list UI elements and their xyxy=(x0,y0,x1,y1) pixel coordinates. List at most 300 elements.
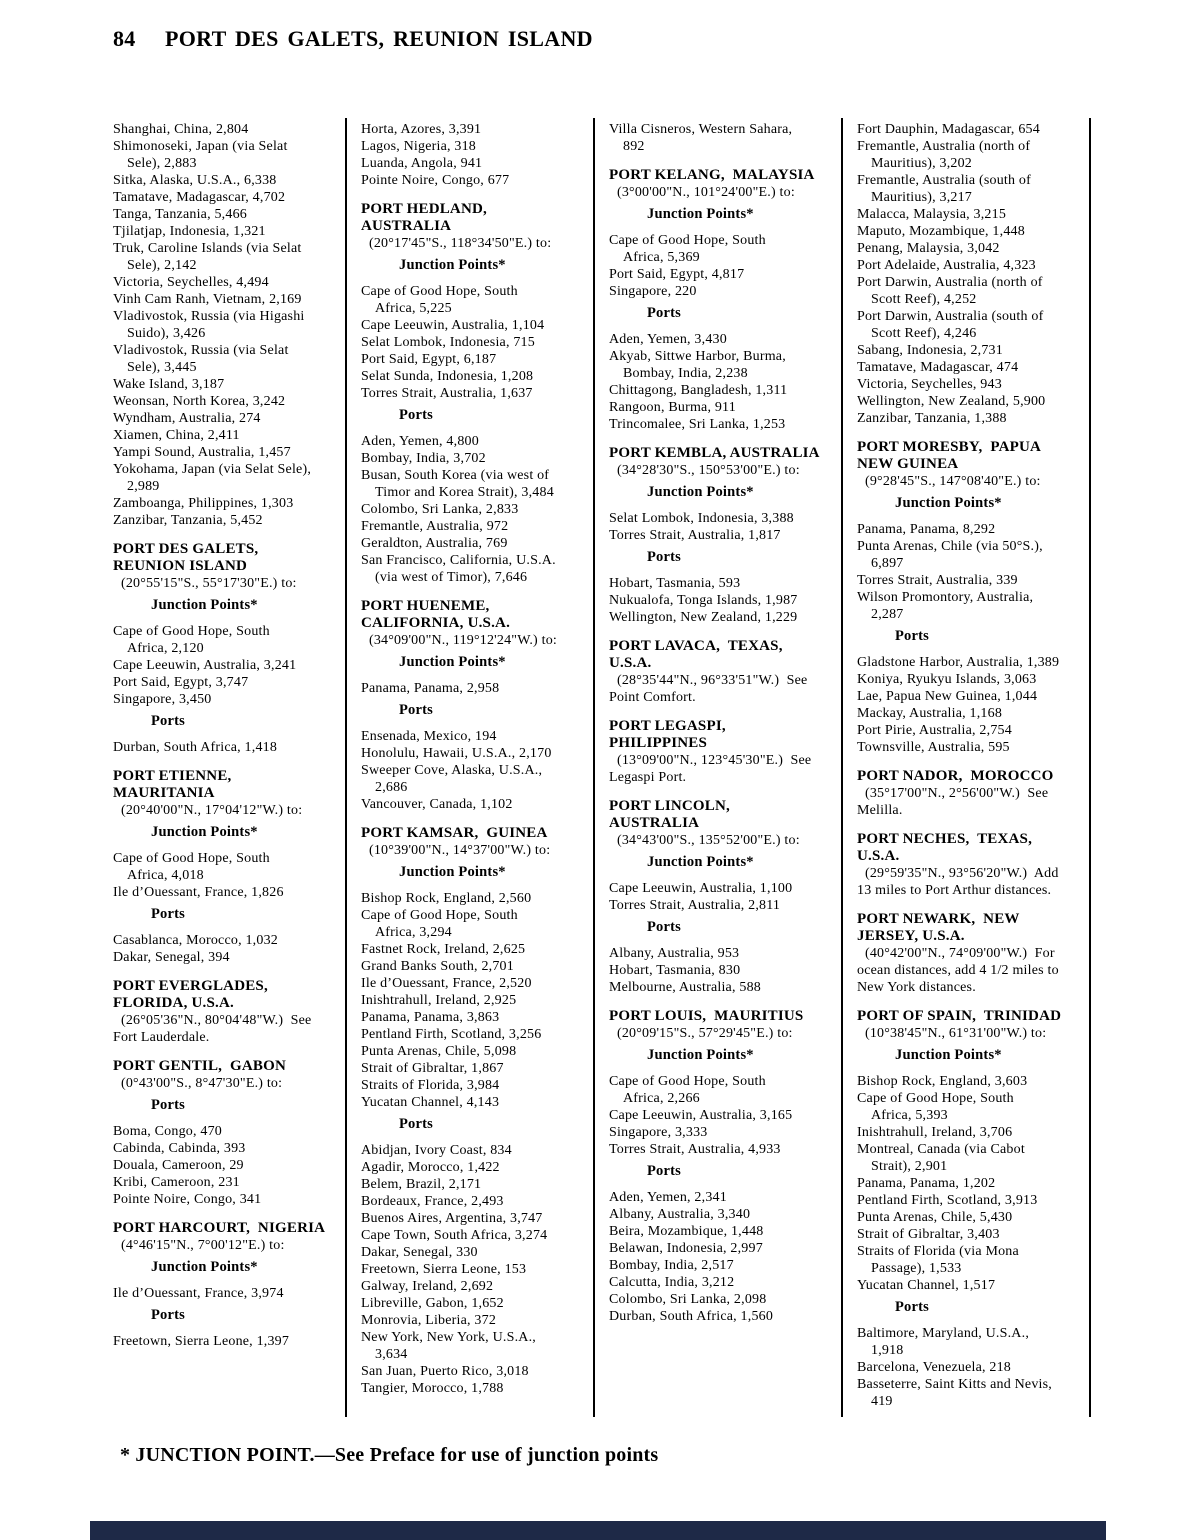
distance-entry-line: Cape Town, South Africa, 3,274 xyxy=(361,1228,548,1243)
distance-entry-line: Geraldton, Australia, 769 xyxy=(361,536,508,551)
distance-entry xyxy=(361,1363,594,1380)
coordinates-line: (34°09'00"N., 119°12'24"W.) to: xyxy=(369,633,557,648)
distance-entry-line: San Francisco, California, U.S.A. xyxy=(361,553,556,568)
distance-entry-line: Maputo, Mozambique, 1,448 xyxy=(857,224,1025,239)
distance-entry-line: Strait), 2,901 xyxy=(871,1159,948,1174)
distance-entry xyxy=(857,1325,1090,1359)
distance-entry-line: Tangier, Morocco, 1,788 xyxy=(361,1381,504,1396)
section-subheading: Junction Points* xyxy=(151,597,258,613)
section-subheading: Junction Points* xyxy=(399,864,506,880)
distance-entry-line: Africa, 2,120 xyxy=(127,641,204,656)
column-separator xyxy=(1089,118,1091,1417)
distance-entry xyxy=(361,518,594,535)
distance-entry-line: Lagos, Nigeria, 318 xyxy=(361,139,476,154)
distance-entry xyxy=(857,1277,1090,1294)
distance-entry xyxy=(609,266,842,283)
distance-entry xyxy=(113,1333,346,1350)
distance-entry-line: Fort Dauphin, Madagascar, 654 xyxy=(857,122,1040,137)
distance-entry-line: 2,686 xyxy=(375,780,408,795)
distance-entry-line: Port Said, Egypt, 4,817 xyxy=(609,267,745,282)
distance-entry xyxy=(361,941,594,958)
distance-entry xyxy=(113,1285,346,1302)
distance-entry xyxy=(857,359,1090,376)
distance-entry-line: Malacca, Malaysia, 3,215 xyxy=(857,207,1007,222)
distance-entry-line: Torres Strait, Australia, 1,817 xyxy=(609,528,781,543)
port-entry-heading xyxy=(609,1008,842,1025)
distance-entry-line: Selat Lombok, Indonesia, 3,388 xyxy=(609,511,794,526)
port-heading-line: PORT LEGASPI, xyxy=(609,718,726,734)
distance-entry xyxy=(113,308,346,342)
distance-entry xyxy=(361,1009,594,1026)
distance-list xyxy=(113,932,346,966)
port-entry-heading xyxy=(361,201,594,235)
distance-entry xyxy=(113,393,346,410)
section-subheading: Ports xyxy=(151,713,186,729)
port-entry-heading xyxy=(857,768,1090,785)
distance-entry-line: Inishtrahull, Ireland, 2,925 xyxy=(361,993,517,1008)
distance-entry-line: 892 xyxy=(623,139,645,154)
distance-entry xyxy=(857,1209,1090,1226)
port-entry-heading xyxy=(857,439,1090,473)
distance-entry-line: Inishtrahull, Ireland, 3,706 xyxy=(857,1125,1013,1140)
note-line: (35°17'00"N., 2°56'00"W.) See xyxy=(865,786,1049,801)
distance-entry xyxy=(361,745,594,762)
distance-entry-line: Panama, Panama, 8,292 xyxy=(857,522,996,537)
cross-reference-note xyxy=(609,672,842,706)
note-line: (29°59'35"N., 93°56'20"W.) Add xyxy=(865,866,1059,881)
distance-entry xyxy=(113,495,346,512)
distance-entry-line: Suido), 3,426 xyxy=(127,326,206,341)
distance-entry-line: 1,918 xyxy=(871,1343,904,1358)
distance-entry xyxy=(857,223,1090,240)
distance-entry-line: Kribi, Cameroon, 231 xyxy=(113,1175,240,1190)
port-heading-line: PHILIPPINES xyxy=(609,735,708,751)
distance-entry-line: Libreville, Gabon, 1,652 xyxy=(361,1296,504,1311)
coordinates-line: (3°00'00"N., 101°24'00"E.) to: xyxy=(617,185,795,200)
coordinates-line: (0°43'00"S., 8°47'30"E.) to: xyxy=(121,1076,283,1091)
section-subheading: Ports xyxy=(151,1097,186,1113)
distance-entry-line: Cape of Good Hope, South xyxy=(609,1074,766,1089)
page-number: 84 xyxy=(113,26,136,51)
section-subheading: Junction Points* xyxy=(151,824,258,840)
note-line: (13°09'00"N., 123°45'30"E.) See xyxy=(617,753,812,768)
port-entry-heading xyxy=(113,978,346,1012)
port-entry-heading xyxy=(361,598,594,632)
distance-entry-line: Victoria, Seychelles, 943 xyxy=(857,377,1002,392)
port-heading-line: PORT LINCOLN, xyxy=(609,798,730,814)
distance-entry-line: Port Adelaide, Australia, 4,323 xyxy=(857,258,1036,273)
distance-entry xyxy=(361,1380,594,1397)
distance-entry xyxy=(857,1226,1090,1243)
distance-entry xyxy=(113,444,346,461)
distance-entry xyxy=(113,189,346,206)
distance-entry-line: Bishop Rock, England, 2,560 xyxy=(361,891,532,906)
distance-entry-line: Koniya, Ryukyu Islands, 3,063 xyxy=(857,672,1037,687)
distance-entry-line: Akyab, Sittwe Harbor, Burma, xyxy=(609,349,786,364)
distance-entry xyxy=(113,657,346,674)
distance-entry-line: Agadir, Morocco, 1,422 xyxy=(361,1160,500,1175)
distance-entry-line: Yokohama, Japan (via Selat Sele), xyxy=(113,462,312,477)
distance-entry-line: Busan, South Korea (via west of xyxy=(361,468,550,483)
page-header xyxy=(113,26,593,52)
distance-entry-line: Passage), 1,533 xyxy=(871,1261,962,1276)
distance-entry-line: Basseterre, Saint Kitts and Nevis, xyxy=(857,1377,1052,1392)
distance-entry-line: Timor and Korea Strait), 3,484 xyxy=(375,485,554,500)
distance-entry xyxy=(361,1261,594,1278)
section-subheading: Junction Points* xyxy=(895,495,1002,511)
distance-list xyxy=(361,1142,594,1397)
cross-reference-note xyxy=(857,865,1090,899)
port-heading-line: U.S.A. xyxy=(609,655,652,671)
distance-list xyxy=(361,728,594,813)
distance-list xyxy=(609,232,842,300)
section-subheading: Ports xyxy=(399,1116,434,1132)
port-entry-heading xyxy=(609,798,842,832)
distance-entry-line: Calcutta, India, 3,212 xyxy=(609,1275,735,1290)
port-heading-line: PORT KAMSAR, GUINEA xyxy=(361,825,548,841)
distance-entry-line: Cape Leeuwin, Australia, 3,165 xyxy=(609,1108,793,1123)
distance-entry xyxy=(113,172,346,189)
coordinates-line: (20°09'15"S., 57°29'45"E.) to: xyxy=(617,1026,793,1041)
distance-entry-line: Africa, 5,225 xyxy=(375,301,452,316)
distance-entry-line: Africa, 5,393 xyxy=(871,1108,948,1123)
distance-entry xyxy=(113,850,346,884)
distance-entry xyxy=(609,331,842,348)
distance-entry-line: Port Said, Egypt, 6,187 xyxy=(361,352,497,367)
distance-entry xyxy=(361,890,594,907)
distance-entry xyxy=(361,317,594,334)
port-heading-line: U.S.A. xyxy=(857,848,900,864)
distance-entry xyxy=(113,342,346,376)
cross-reference-note xyxy=(857,945,1090,996)
distance-entry-line: Cape of Good Hope, South xyxy=(113,851,270,866)
distance-entry xyxy=(361,992,594,1009)
port-heading-line: NEW GUINEA xyxy=(857,456,959,472)
distance-entry-line: Pentland Firth, Scotland, 3,256 xyxy=(361,1027,542,1042)
distance-list xyxy=(857,521,1090,623)
distance-entry xyxy=(857,308,1090,342)
distance-entry-line: Sele), 2,142 xyxy=(127,258,197,273)
text-column xyxy=(113,121,346,1410)
distance-entry xyxy=(609,1124,842,1141)
section-subheading: Ports xyxy=(151,906,186,922)
distance-list xyxy=(609,510,842,544)
distance-entry xyxy=(857,1243,1090,1277)
distance-entry xyxy=(113,932,346,949)
port-entry-heading xyxy=(609,638,842,672)
distance-entry-line: (via west of Timor), 7,646 xyxy=(375,570,528,585)
distance-entry xyxy=(361,1159,594,1176)
distance-entry xyxy=(113,274,346,291)
distance-entry-line: Truk, Caroline Islands (via Selat xyxy=(113,241,302,256)
note-line: Fort Lauderdale. xyxy=(113,1030,210,1045)
distance-entry xyxy=(361,1329,594,1363)
distance-entry-line: Panama, Panama, 2,958 xyxy=(361,681,500,696)
distance-entry-line: Sabang, Indonesia, 2,731 xyxy=(857,343,1003,358)
note-line: 13 miles to Port Arthur distances. xyxy=(857,883,1052,898)
distance-entry-line: Vinh Cam Ranh, Vietnam, 2,169 xyxy=(113,292,302,307)
distance-list xyxy=(113,1285,346,1302)
distance-entry-line: Bombay, India, 2,238 xyxy=(623,366,748,381)
distance-entry-line: Port Darwin, Australia (south of xyxy=(857,309,1044,324)
port-entry-heading xyxy=(361,825,594,842)
distance-entry-line: Gladstone Harbor, Australia, 1,389 xyxy=(857,655,1060,670)
distance-entry xyxy=(361,1312,594,1329)
distance-entry-line: Port Darwin, Australia (north of xyxy=(857,275,1043,290)
distance-entry xyxy=(113,291,346,308)
distance-entry-line: Vladivostok, Russia (via Higashi xyxy=(113,309,305,324)
distance-entry xyxy=(609,1308,842,1325)
distance-entry xyxy=(361,1295,594,1312)
port-entry-heading xyxy=(609,718,842,752)
distance-entry xyxy=(361,385,594,402)
distance-entry xyxy=(857,1359,1090,1376)
distance-entry xyxy=(857,1141,1090,1175)
distance-entry-line: Cape of Good Hope, South xyxy=(361,284,518,299)
distance-entry-line: Fastnet Rock, Ireland, 2,625 xyxy=(361,942,526,957)
distance-entry xyxy=(609,348,842,382)
distance-entry-line: Torres Strait, Australia, 2,811 xyxy=(609,898,781,913)
port-entry-heading xyxy=(857,1008,1090,1025)
port-heading-line: REUNION ISLAND xyxy=(113,558,248,574)
distance-entry-line: Cape of Good Hope, South xyxy=(857,1091,1014,1106)
distance-entry-line: Penang, Malaysia, 3,042 xyxy=(857,241,1000,256)
port-entry-heading xyxy=(609,167,842,184)
distance-entry xyxy=(609,609,842,626)
distance-entry-line: Colombo, Sri Lanka, 2,833 xyxy=(361,502,519,517)
distance-entry-line: 419 xyxy=(871,1394,893,1409)
distance-entry xyxy=(857,206,1090,223)
distance-entry-line: Durban, South Africa, 1,418 xyxy=(113,740,278,755)
distance-entry-line: Victoria, Seychelles, 4,494 xyxy=(113,275,269,290)
distance-entry xyxy=(857,393,1090,410)
distance-entry xyxy=(609,1073,842,1107)
distance-entry-line: Singapore, 3,450 xyxy=(113,692,212,707)
distance-list xyxy=(113,739,346,756)
distance-entry xyxy=(609,1291,842,1308)
port-heading-line: AUSTRALIA xyxy=(609,815,700,831)
port-heading-line: PORT GENTIL, GABON xyxy=(113,1058,287,1074)
distance-entry xyxy=(609,979,842,996)
coordinates-line: (9°28'45"S., 147°08'40"E.) to: xyxy=(865,474,1041,489)
distance-entry xyxy=(113,410,346,427)
port-heading-line: PORT HARCOURT, NIGERIA xyxy=(113,1220,326,1236)
port-heading-line: PORT HEDLAND, xyxy=(361,201,487,217)
note-line: (40°42'00"N., 74°09'00"W.) For xyxy=(865,946,1055,961)
distance-entry-line: Tjilatjap, Indonesia, 1,321 xyxy=(113,224,266,239)
distance-entry xyxy=(113,121,346,138)
distance-entry xyxy=(609,416,842,433)
section-subheading: Ports xyxy=(647,1163,682,1179)
distance-entry-line: Wilson Promontory, Australia, xyxy=(857,590,1034,605)
distance-list xyxy=(609,1073,842,1158)
distance-entry xyxy=(361,121,594,138)
distance-list xyxy=(857,654,1090,756)
column-separator xyxy=(593,118,595,1417)
distance-entry xyxy=(609,962,842,979)
distance-entry-line: 3,634 xyxy=(375,1347,408,1362)
distance-entry-line: Abidjan, Ivory Coast, 834 xyxy=(361,1143,512,1158)
distance-entry-line: Bombay, India, 3,702 xyxy=(361,451,486,466)
distance-entry xyxy=(857,1090,1090,1124)
distance-list xyxy=(609,121,842,155)
distance-entry-line: Wyndham, Australia, 274 xyxy=(113,411,261,426)
section-subheading: Junction Points* xyxy=(647,1047,754,1063)
distance-entry xyxy=(361,172,594,189)
distance-list xyxy=(609,945,842,996)
distance-entry-line: Hobart, Tasmania, 830 xyxy=(609,963,741,978)
distance-entry-line: Melbourne, Australia, 588 xyxy=(609,980,761,995)
distance-entry-line: Ile d’Ouessant, France, 3,974 xyxy=(113,1286,284,1301)
distance-entry xyxy=(857,1376,1090,1410)
note-line: Legaspi Port. xyxy=(609,770,687,785)
section-subheading: Junction Points* xyxy=(647,484,754,500)
distance-entry xyxy=(361,728,594,745)
distance-entry xyxy=(609,1223,842,1240)
distance-entry-line: Cape of Good Hope, South xyxy=(113,624,270,639)
port-entry-heading xyxy=(857,911,1090,945)
distance-entry-line: Bishop Rock, England, 3,603 xyxy=(857,1074,1028,1089)
section-subheading: Junction Points* xyxy=(399,257,506,273)
note-line: (26°05'36"N., 80°04'48"W.) See xyxy=(121,1013,312,1028)
distance-entry-line: Douala, Cameroon, 29 xyxy=(113,1158,244,1173)
distance-list xyxy=(113,623,346,708)
distance-entry xyxy=(113,884,346,901)
distance-entry-line: Mauritius), 3,217 xyxy=(871,190,973,205)
distance-entry-line: Weonsan, North Korea, 3,242 xyxy=(113,394,286,409)
distance-entry-line: Straits of Florida, 3,984 xyxy=(361,1078,500,1093)
distance-entry xyxy=(857,739,1090,756)
port-heading-line: PORT NADOR, MOROCCO xyxy=(857,768,1054,784)
distance-entry-line: Belawan, Indonesia, 2,997 xyxy=(609,1241,763,1256)
distance-entry xyxy=(361,680,594,697)
distance-entry-line: Durban, South Africa, 1,560 xyxy=(609,1309,774,1324)
distance-entry xyxy=(361,1043,594,1060)
distance-entry xyxy=(857,1192,1090,1209)
distance-entry-line: Torres Strait, Australia, 1,637 xyxy=(361,386,533,401)
note-line: ocean distances, add 4 1/2 miles to xyxy=(857,963,1059,978)
distance-entry xyxy=(609,575,842,592)
distance-entry xyxy=(609,510,842,527)
distance-entry xyxy=(113,949,346,966)
distance-entry-line: Hobart, Tasmania, 593 xyxy=(609,576,741,591)
distance-entry xyxy=(857,342,1090,359)
distance-entry-line: Africa, 4,018 xyxy=(127,868,204,883)
distance-entry-line: Punta Arenas, Chile, 5,098 xyxy=(361,1044,517,1059)
distance-entry xyxy=(609,283,842,300)
distance-entry-line: Freetown, Sierra Leone, 1,397 xyxy=(113,1334,290,1349)
port-heading-line: PORT KEMBLA, AUSTRALIA xyxy=(609,445,820,461)
distance-entry-line: Trincomalee, Sri Lanka, 1,253 xyxy=(609,417,786,432)
port-entry-heading xyxy=(113,1220,346,1237)
distance-entry xyxy=(361,552,594,586)
distance-entry-line: Dakar, Senegal, 330 xyxy=(361,1245,478,1260)
distance-entry xyxy=(113,1140,346,1157)
distance-entry-line: Vladivostok, Russia (via Selat xyxy=(113,343,289,358)
port-heading-line: PORT LAVACA, TEXAS, xyxy=(609,638,783,654)
distance-entry xyxy=(361,467,594,501)
distance-entry xyxy=(857,240,1090,257)
distance-entry xyxy=(609,1257,842,1274)
bottom-edge-bar xyxy=(90,1521,1106,1540)
distance-entry xyxy=(113,512,346,529)
distance-entry xyxy=(113,1157,346,1174)
distance-entry xyxy=(609,1274,842,1291)
note-line: Point Comfort. xyxy=(609,690,696,705)
section-subheading: Ports xyxy=(399,702,434,718)
section-subheading: Junction Points* xyxy=(895,1047,1002,1063)
distance-entry-line: Cape Leeuwin, Australia, 1,100 xyxy=(609,881,793,896)
distance-entry xyxy=(361,762,594,796)
distance-entry-line: Montreal, Canada (via Cabot xyxy=(857,1142,1025,1157)
distance-entry-line: Fremantle, Australia, 972 xyxy=(361,519,509,534)
distance-entry xyxy=(857,589,1090,623)
port-heading-line: PORT OF SPAIN, TRINIDAD xyxy=(857,1008,1062,1024)
distance-entry-line: Cabinda, Cabinda, 393 xyxy=(113,1141,246,1156)
distance-entry-line: Boma, Congo, 470 xyxy=(113,1124,222,1139)
distance-entry xyxy=(361,334,594,351)
distance-entry-line: Singapore, 3,333 xyxy=(609,1125,708,1140)
distance-entry-line: Shanghai, China, 2,804 xyxy=(113,122,249,137)
distance-list xyxy=(361,283,594,402)
distance-entry xyxy=(361,1278,594,1295)
distance-list xyxy=(113,850,346,901)
distance-entry xyxy=(361,1210,594,1227)
coordinates-line: (20°17'45"S., 118°34'50"E.) to: xyxy=(369,236,552,251)
distance-entry-line: Selat Lombok, Indonesia, 715 xyxy=(361,335,535,350)
distance-entry-line: Zamboanga, Philippines, 1,303 xyxy=(113,496,294,511)
distance-entry-line: Chittagong, Bangladesh, 1,311 xyxy=(609,383,788,398)
distance-entry xyxy=(113,376,346,393)
section-subheading: Junction Points* xyxy=(647,854,754,870)
coordinates-line: (34°28'30"S., 150°53'00"E.) to: xyxy=(617,463,800,478)
distance-entry xyxy=(857,572,1090,589)
distance-entry-line: Monrovia, Liberia, 372 xyxy=(361,1313,497,1328)
distance-list xyxy=(857,121,1090,427)
distance-entry-line: New York, New York, U.S.A., xyxy=(361,1330,536,1345)
distance-entry xyxy=(361,1176,594,1193)
port-heading-line: FLORIDA, U.S.A. xyxy=(113,995,234,1011)
section-subheading: Ports xyxy=(895,628,930,644)
distance-entry xyxy=(609,880,842,897)
distance-list xyxy=(113,121,346,529)
distance-entry-line: Cape Leeuwin, Australia, 1,104 xyxy=(361,318,545,333)
distance-entry xyxy=(113,240,346,274)
note-line: (28°35'44"N., 96°33'51"W.) See xyxy=(617,673,808,688)
distance-entry-line: Cape of Good Hope, South xyxy=(361,908,518,923)
distance-list xyxy=(609,880,842,914)
distance-entry xyxy=(857,521,1090,538)
distance-entry xyxy=(857,172,1090,206)
port-heading-line: AUSTRALIA xyxy=(361,218,452,234)
distance-entry xyxy=(857,705,1090,722)
distance-list xyxy=(361,433,594,586)
distance-entry-line: Rangoon, Burma, 911 xyxy=(609,400,736,415)
distance-entry xyxy=(361,1077,594,1094)
distance-entry xyxy=(361,283,594,317)
distance-entry xyxy=(113,427,346,444)
distance-entry-line: Africa, 5,369 xyxy=(623,250,700,265)
section-subheading: Ports xyxy=(647,305,682,321)
distance-entry-line: Albany, Australia, 3,340 xyxy=(609,1207,751,1222)
coordinates-line: (10°38'45"N., 61°31'00"W.) to: xyxy=(865,1026,1047,1041)
distance-entry-line: Beira, Mozambique, 1,448 xyxy=(609,1224,764,1239)
distance-entry xyxy=(609,945,842,962)
port-heading-line: MAURITANIA xyxy=(113,785,215,801)
distance-entry-line: Port Said, Egypt, 3,747 xyxy=(113,675,249,690)
coordinates-line: (20°55'15"S., 55°17'30"E.) to: xyxy=(121,576,297,591)
distance-entry xyxy=(609,121,842,155)
